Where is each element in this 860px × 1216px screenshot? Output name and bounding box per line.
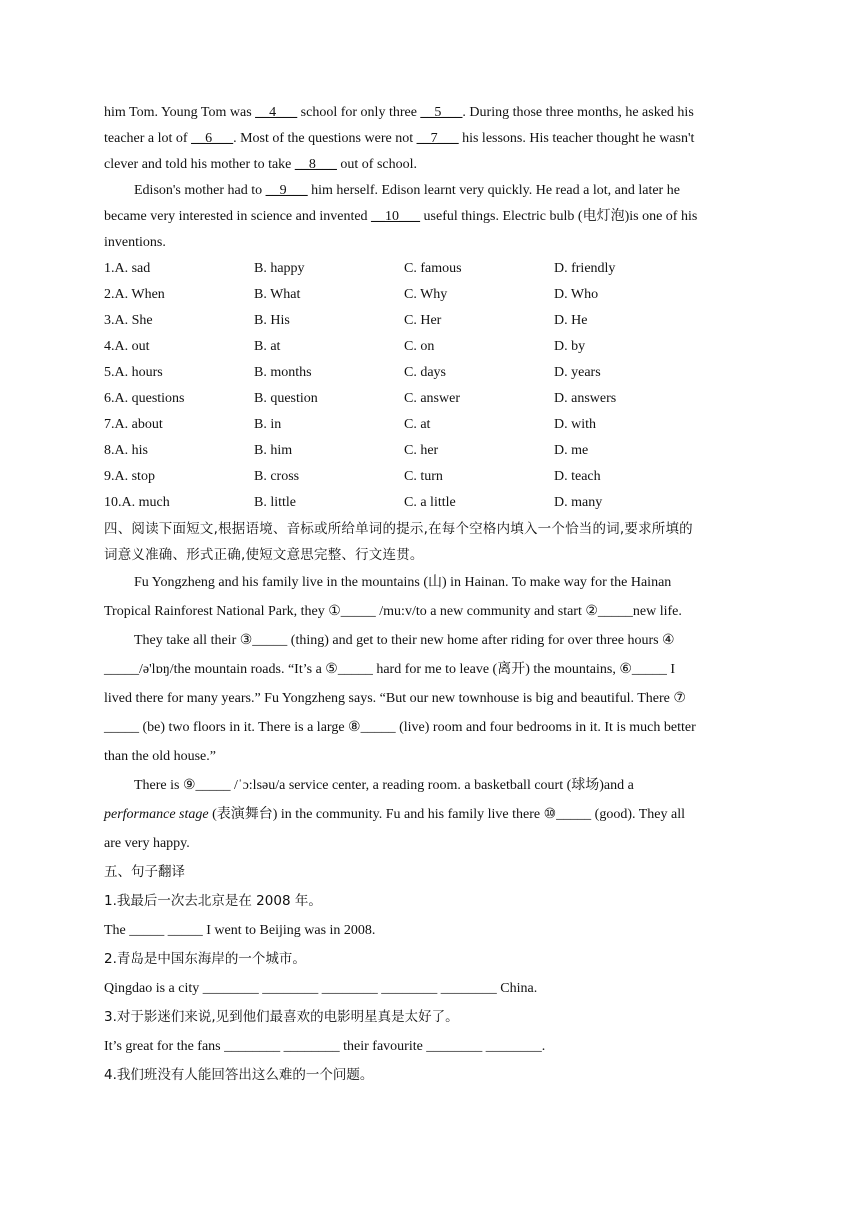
- option-d: D. friendly: [554, 261, 616, 276]
- option-b: B. cross: [254, 469, 300, 484]
- section-heading: 四、阅读下面短文,根据语境、音标或所给单词的提示,在每个空格内填入一个恰当的词,要求所填的: [104, 521, 693, 537]
- option-b: B. at: [254, 339, 281, 354]
- option-d: D. Who: [554, 287, 599, 302]
- option-row: [104, 438, 754, 464]
- paragraph-line: Tropical Rainforest National Park, they ①_____ /mu:v/to a new community and start ②_____new life.: [104, 604, 682, 619]
- option-b: B. in: [254, 417, 282, 432]
- paragraph-line: They take all their ③_____ (thing) and get to their new home after riding for over three hours ④: [134, 633, 675, 648]
- option-c: C. Her: [404, 313, 442, 328]
- text-segment: (表演舞台) in the community. Fu and his family live there ⑩_____ (good). They all: [208, 807, 686, 822]
- paragraph-line: There is ⑨_____ /ˈɔ:lsəu/a service center, a reading room. a basketball court (球场)and a: [134, 778, 634, 793]
- option-c: C. at: [404, 417, 431, 432]
- option-d: D. many: [554, 495, 603, 510]
- text-segment: inventions.: [104, 235, 166, 250]
- text-segment: his lessons. His teacher thought he wasn't: [458, 131, 695, 146]
- translation-prompt: 4.我们班没有人能回答出这么难的一个问题。: [104, 1067, 374, 1083]
- option-d: D. years: [554, 365, 601, 380]
- translation-prompt: 3.对于影迷们来说,见到他们最喜欢的电影明星真是太好了。: [104, 1009, 459, 1025]
- passage-line: [104, 126, 754, 152]
- text-segment: Edison's mother had to: [134, 183, 266, 198]
- paragraph-line: Fu Yongzheng and his family live in the mountains (山) in Hainan. To make way for the Hainan: [134, 575, 672, 590]
- passage-line: [104, 152, 754, 178]
- option-c: C. turn: [404, 469, 443, 484]
- option-c: C. Why: [404, 287, 448, 302]
- blank-6: __6___: [191, 131, 234, 146]
- option-row: [104, 464, 754, 490]
- option-d: D. answers: [554, 391, 617, 406]
- option-d: D. by: [554, 339, 586, 354]
- option-b: B. What: [254, 287, 301, 302]
- option-a: 2.A. When: [104, 287, 165, 302]
- text-segment: useful things. Electric bulb (电灯泡)is one of his: [420, 209, 698, 224]
- option-c: C. answer: [404, 391, 460, 406]
- option-b: B. months: [254, 365, 312, 380]
- option-c: C. famous: [404, 261, 462, 276]
- option-row: [104, 256, 754, 282]
- option-row: [104, 282, 754, 308]
- blank-5: __5___: [420, 105, 463, 120]
- italic-term: performance stage: [104, 807, 209, 822]
- text-segment: clever and told his mother to take: [104, 157, 295, 172]
- text-segment: . Most of the questions were not: [233, 131, 417, 146]
- text-segment: school for only three: [297, 105, 421, 120]
- option-d: D. with: [554, 417, 596, 432]
- paragraph-line: _____/ə'lɒŋ/the mountain roads. “It’s a ⑤_____ hard for me to leave (离开) the mountains, ⑥_____ I: [104, 662, 676, 677]
- option-b: B. question: [254, 391, 318, 406]
- translation-answer-line: It’s great for the fans ________ ________ their favourite ________ ________.: [104, 1039, 546, 1054]
- option-row: [104, 360, 754, 386]
- option-a: 9.A. stop: [104, 469, 155, 484]
- option-a: 1.A. sad: [104, 261, 151, 276]
- passage-line: [104, 230, 754, 256]
- translation-answer-line: Qingdao is a city ________ ________ ________ ________ ________ China.: [104, 981, 538, 996]
- blank-7: __7___: [416, 131, 459, 146]
- option-row: [104, 490, 754, 516]
- option-a: 3.A. She: [104, 313, 153, 328]
- option-a: 10.A. much: [104, 495, 170, 510]
- cloze-passage: [104, 100, 754, 256]
- blank-9: __9___: [265, 183, 308, 198]
- option-a: 4.A. out: [104, 339, 150, 354]
- section-5: [104, 858, 754, 1090]
- text-segment: became very interested in science and invented: [104, 209, 372, 224]
- passage-line: [104, 204, 754, 230]
- option-c: C. her: [404, 443, 439, 458]
- paragraph-line: are very happy.: [104, 836, 190, 851]
- option-b: B. happy: [254, 261, 305, 276]
- option-d: D. He: [554, 313, 588, 328]
- section-4: [104, 516, 754, 858]
- passage-line: [104, 100, 754, 126]
- option-b: B. him: [254, 443, 293, 458]
- options-table: [104, 256, 754, 516]
- section-heading: 词意义准确、形式正确,使短文意思完整、行文连贯。: [104, 547, 424, 563]
- option-row: [104, 412, 754, 438]
- text-segment: . During those three months, he asked his: [462, 105, 694, 120]
- option-row: [104, 334, 754, 360]
- option-a: 6.A. questions: [104, 391, 185, 406]
- translation-answer-line: The _____ _____ I went to Beijing was in 2008.: [104, 923, 376, 938]
- option-row: [104, 386, 754, 412]
- option-c: C. days: [404, 365, 446, 380]
- passage-line: [104, 178, 754, 204]
- text-segment: out of school.: [336, 157, 417, 172]
- option-d: D. me: [554, 443, 589, 458]
- option-d: D. teach: [554, 469, 601, 484]
- option-c: C. a little: [404, 495, 456, 510]
- option-b: B. His: [254, 313, 290, 328]
- translation-prompt: 2.青岛是中国东海岸的一个城市。: [104, 951, 306, 967]
- text-segment: teacher a lot of: [104, 131, 192, 146]
- document-page: [104, 100, 754, 1090]
- text-segment: him herself. Edison learnt very quickly. He read a lot, and later he: [307, 183, 680, 198]
- option-row: [104, 308, 754, 334]
- paragraph-line: _____ (be) two floors in it. There is a large ⑧_____ (live) room and four bedrooms in it. It is much better: [104, 720, 696, 735]
- blank-8: __8___: [294, 157, 337, 172]
- blank-10: __10___: [371, 209, 421, 224]
- section-heading: 五、句子翻译: [104, 864, 185, 880]
- option-b: B. little: [254, 495, 296, 510]
- translation-prompt: 1.我最后一次去北京是在 2008 年。: [104, 893, 322, 909]
- paragraph-line: than the old house.”: [104, 749, 216, 764]
- option-a: 5.A. hours: [104, 365, 163, 380]
- paragraph-line: lived there for many years.” Fu Yongzheng says. “But our new townhouse is big and beautiful. There ⑦: [104, 691, 686, 706]
- paragraph-line: [104, 800, 754, 829]
- option-a: 7.A. about: [104, 417, 163, 432]
- option-c: C. on: [404, 339, 435, 354]
- option-a: 8.A. his: [104, 443, 148, 458]
- blank-4: __4___: [255, 105, 298, 120]
- text-segment: him Tom. Young Tom was: [104, 105, 256, 120]
